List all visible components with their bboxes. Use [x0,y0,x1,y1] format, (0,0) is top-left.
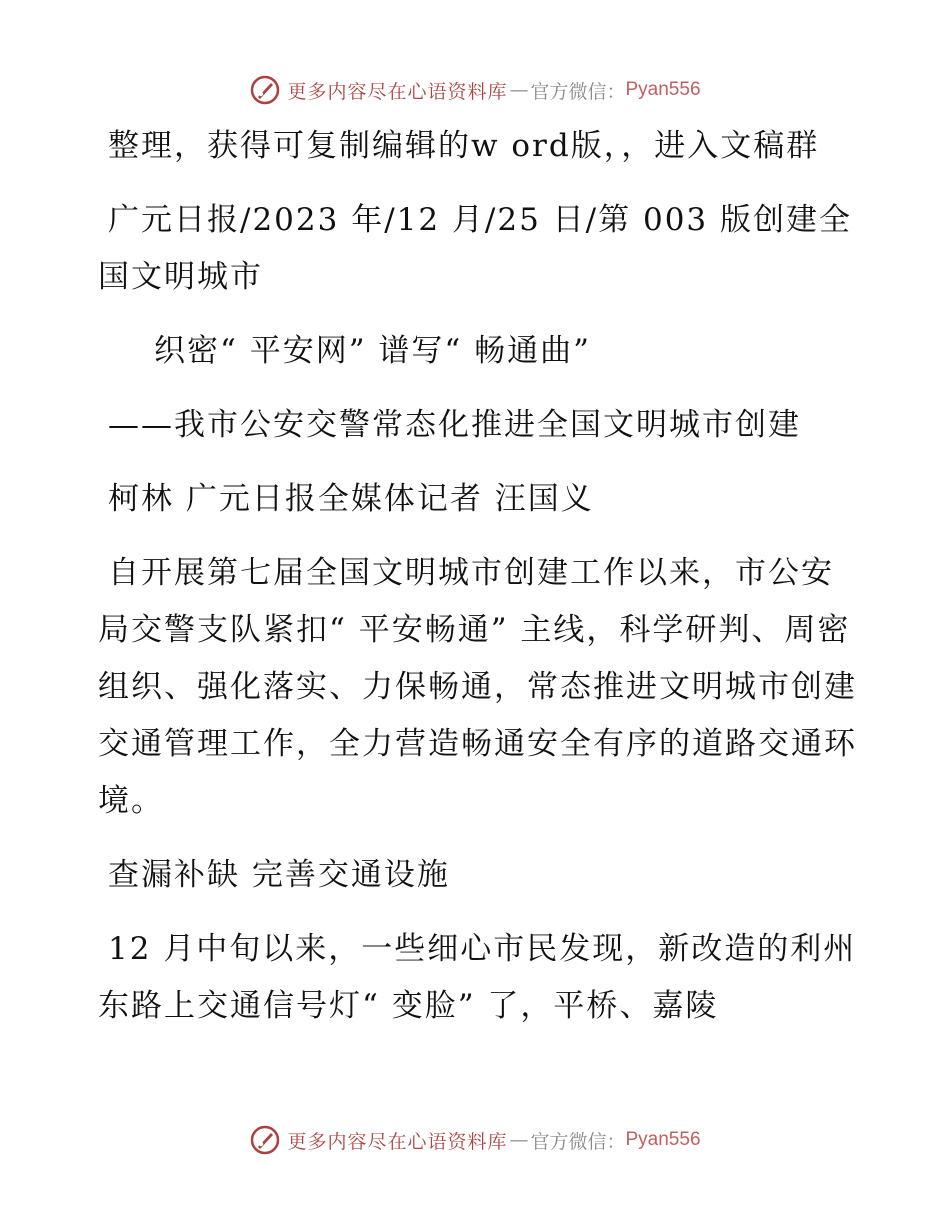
document-body [98,118,858,1035]
article-subtitle: ——我市公安交警常态化推进全国文明城市创建 [108,407,801,443]
body-paragraph-2: 12 月中旬以来，一些细心市民发现，新改造的利州东路上交通信号灯“ 变脸” 了，平桥、嘉陵 [98,931,857,1024]
quill-circle-icon [249,1124,281,1156]
body-paragraph: 自开展第七届全国文明城市创建工作以来，市公安局交警支队紧扣“ 平安畅通” 主线，科学研判、周密组织、强化落实、力保畅通，常态推进文明城市创建交通管理工作，全力营造畅通安全有序的道路交通环境。 [98,555,857,819]
brand-text: 更多内容尽在心语资料库 [287,80,508,103]
banner-separator: — [509,79,529,101]
wechat-handle-footer: Pyan556 [625,1129,701,1150]
wechat-handle: Pyan556 [625,79,701,100]
wechat-label: 官方微信： [530,80,626,103]
byline: 柯林 广元日报全媒体记者 汪国义 [108,481,594,517]
source-line: 广元日报/2023 年/12 月/25 日/第 003 版创建全国文明城市 [98,202,853,295]
header-watermark-banner [0,70,950,110]
section-heading: 查漏补缺 完善交通设施 [108,857,450,893]
wechat-label-footer: 官方微信： [530,1130,626,1153]
banner-separator-footer: — [509,1129,529,1151]
footer-watermark-banner [0,1120,950,1160]
intro-paragraph: 整理，获得可复制编辑的w ord版，，进入文稿群 [108,128,820,164]
article-title: 织密“ 平安网” 谱写“ 畅通曲” [154,333,591,369]
quill-circle-icon [249,74,281,106]
brand-text-footer: 更多内容尽在心语资料库 [287,1130,508,1153]
